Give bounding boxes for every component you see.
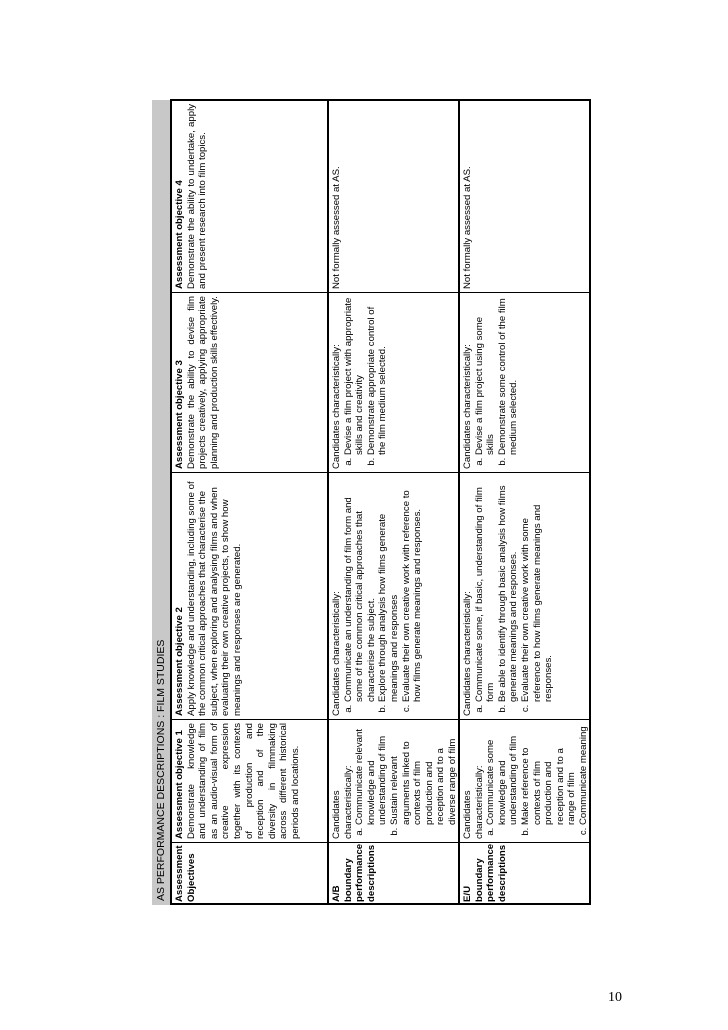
eu-2-intro: Candidates characteristically: <box>462 591 473 716</box>
eu-1-intro: Candidates characteristically: <box>462 765 485 839</box>
page-number: 10 <box>608 990 622 1005</box>
ab-1-item-b: b. Sustain relevant arguments linked to contexts of film production and reception and to a diverse range of film <box>389 723 458 825</box>
ab-objective-3-cell <box>329 293 458 472</box>
ab-1-intro: Candidates characteristically: <box>331 765 354 839</box>
objective-3-title: Assessment objective 3 <box>174 360 185 469</box>
objective-2-title: Assessment objective 2 <box>174 607 185 716</box>
ab-3-intro: Candidates characteristically: <box>331 344 342 469</box>
eu-3-intro: Candidates characteristically: <box>462 344 473 469</box>
ab-2-item-b: b. Explore through analysis how films generate meanings and responses <box>377 476 400 702</box>
eu-1-item-a: a. Communicate some knowledge and understanding of film <box>485 723 520 825</box>
objective-4-cell <box>172 101 327 292</box>
table-border-bottom <box>589 100 591 905</box>
ab-2-item-c: c. Evaluate their own creative work with reference to how films generate meanings and responses. <box>401 476 424 702</box>
ab-3-item-a: a. Devise a film project with appropriate skills and creativity <box>343 296 366 455</box>
objective-1-text: Demonstrate knowledge and understanding of film as an audio-visual form of creative expression together with its contexts of production and reception and of the diversity in filmmaking across different historical periods and locations. <box>185 723 301 839</box>
objective-3-text: Demonstrate the ability to devise film projects creatively, applying appropriate planning and production skills effectively. <box>185 296 220 469</box>
row-header-eu: E/U boundary performance descriptions <box>462 843 508 902</box>
objective-3-cell <box>172 293 327 472</box>
ab-objective-2-cell <box>329 473 458 719</box>
ab-2-item-a: a. Communicate an understanding of film form and some of the common critical approaches that characterise the subject. <box>343 476 378 702</box>
objective-1-title: Assessment objective 1 <box>174 730 185 839</box>
eu-objective-2-cell <box>460 473 589 719</box>
ab-2-intro: Candidates characteristically: <box>331 591 342 716</box>
ab-objective-4-cell: Not formally assessed at AS. <box>331 166 342 289</box>
eu-objective-1-cell <box>460 720 589 842</box>
ab-3-item-b: b. Demonstrate appropriate control of the film medium selected. <box>366 296 389 455</box>
rotated-table-page <box>152 75 592 905</box>
objective-2-text: Apply knowledge and understanding, including some of the common critical approaches that characterise the subject, when exploring and analysing films and when evaluating their own creative projects, to show how meanings and responses are generated. <box>185 481 243 716</box>
objective-4-title: Assessment objective 4 <box>174 180 185 289</box>
objective-2-cell <box>172 473 327 719</box>
eu-objective-3-cell <box>460 293 589 472</box>
row-header-ab: A/B boundary performance descriptions <box>331 843 377 902</box>
ab-1-item-a: a. Communicate relevant knowledge and understanding of film <box>354 723 389 825</box>
objective-1-cell <box>172 720 327 842</box>
eu-2-item-c: c. Evaluate their own creative work with some reference to how films generate meanings and responses. <box>520 476 555 702</box>
eu-3-item-a: a. Devise a film project using some skills <box>474 296 497 455</box>
eu-3-item-b: b. Demonstrate some control of the film medium selected. <box>497 296 520 455</box>
ab-objective-1-cell <box>329 720 458 842</box>
page-title: AS PERFORMANCE DESCRIPTIONS : FILM STUDIES <box>155 639 167 901</box>
eu-1-item-b: b. Make reference to contexts of film production and reception and to a range of film <box>520 723 578 825</box>
row-header-objectives: Assessment Objectives <box>174 845 197 902</box>
objective-4-text: Demonstrate the ability to undertake, apply and present research into film topics. <box>185 104 209 289</box>
eu-2-item-b: b. Be able to identify through basic analysis how films generate meanings and responses. <box>497 476 520 702</box>
eu-2-item-a: a. Communicate some, if basic, understanding of film form <box>474 476 497 702</box>
header-bar <box>152 100 170 905</box>
eu-1-item-c: c. Communicate meaning <box>578 723 589 825</box>
eu-objective-4-cell: Not formally assessed at AS. <box>462 166 473 289</box>
